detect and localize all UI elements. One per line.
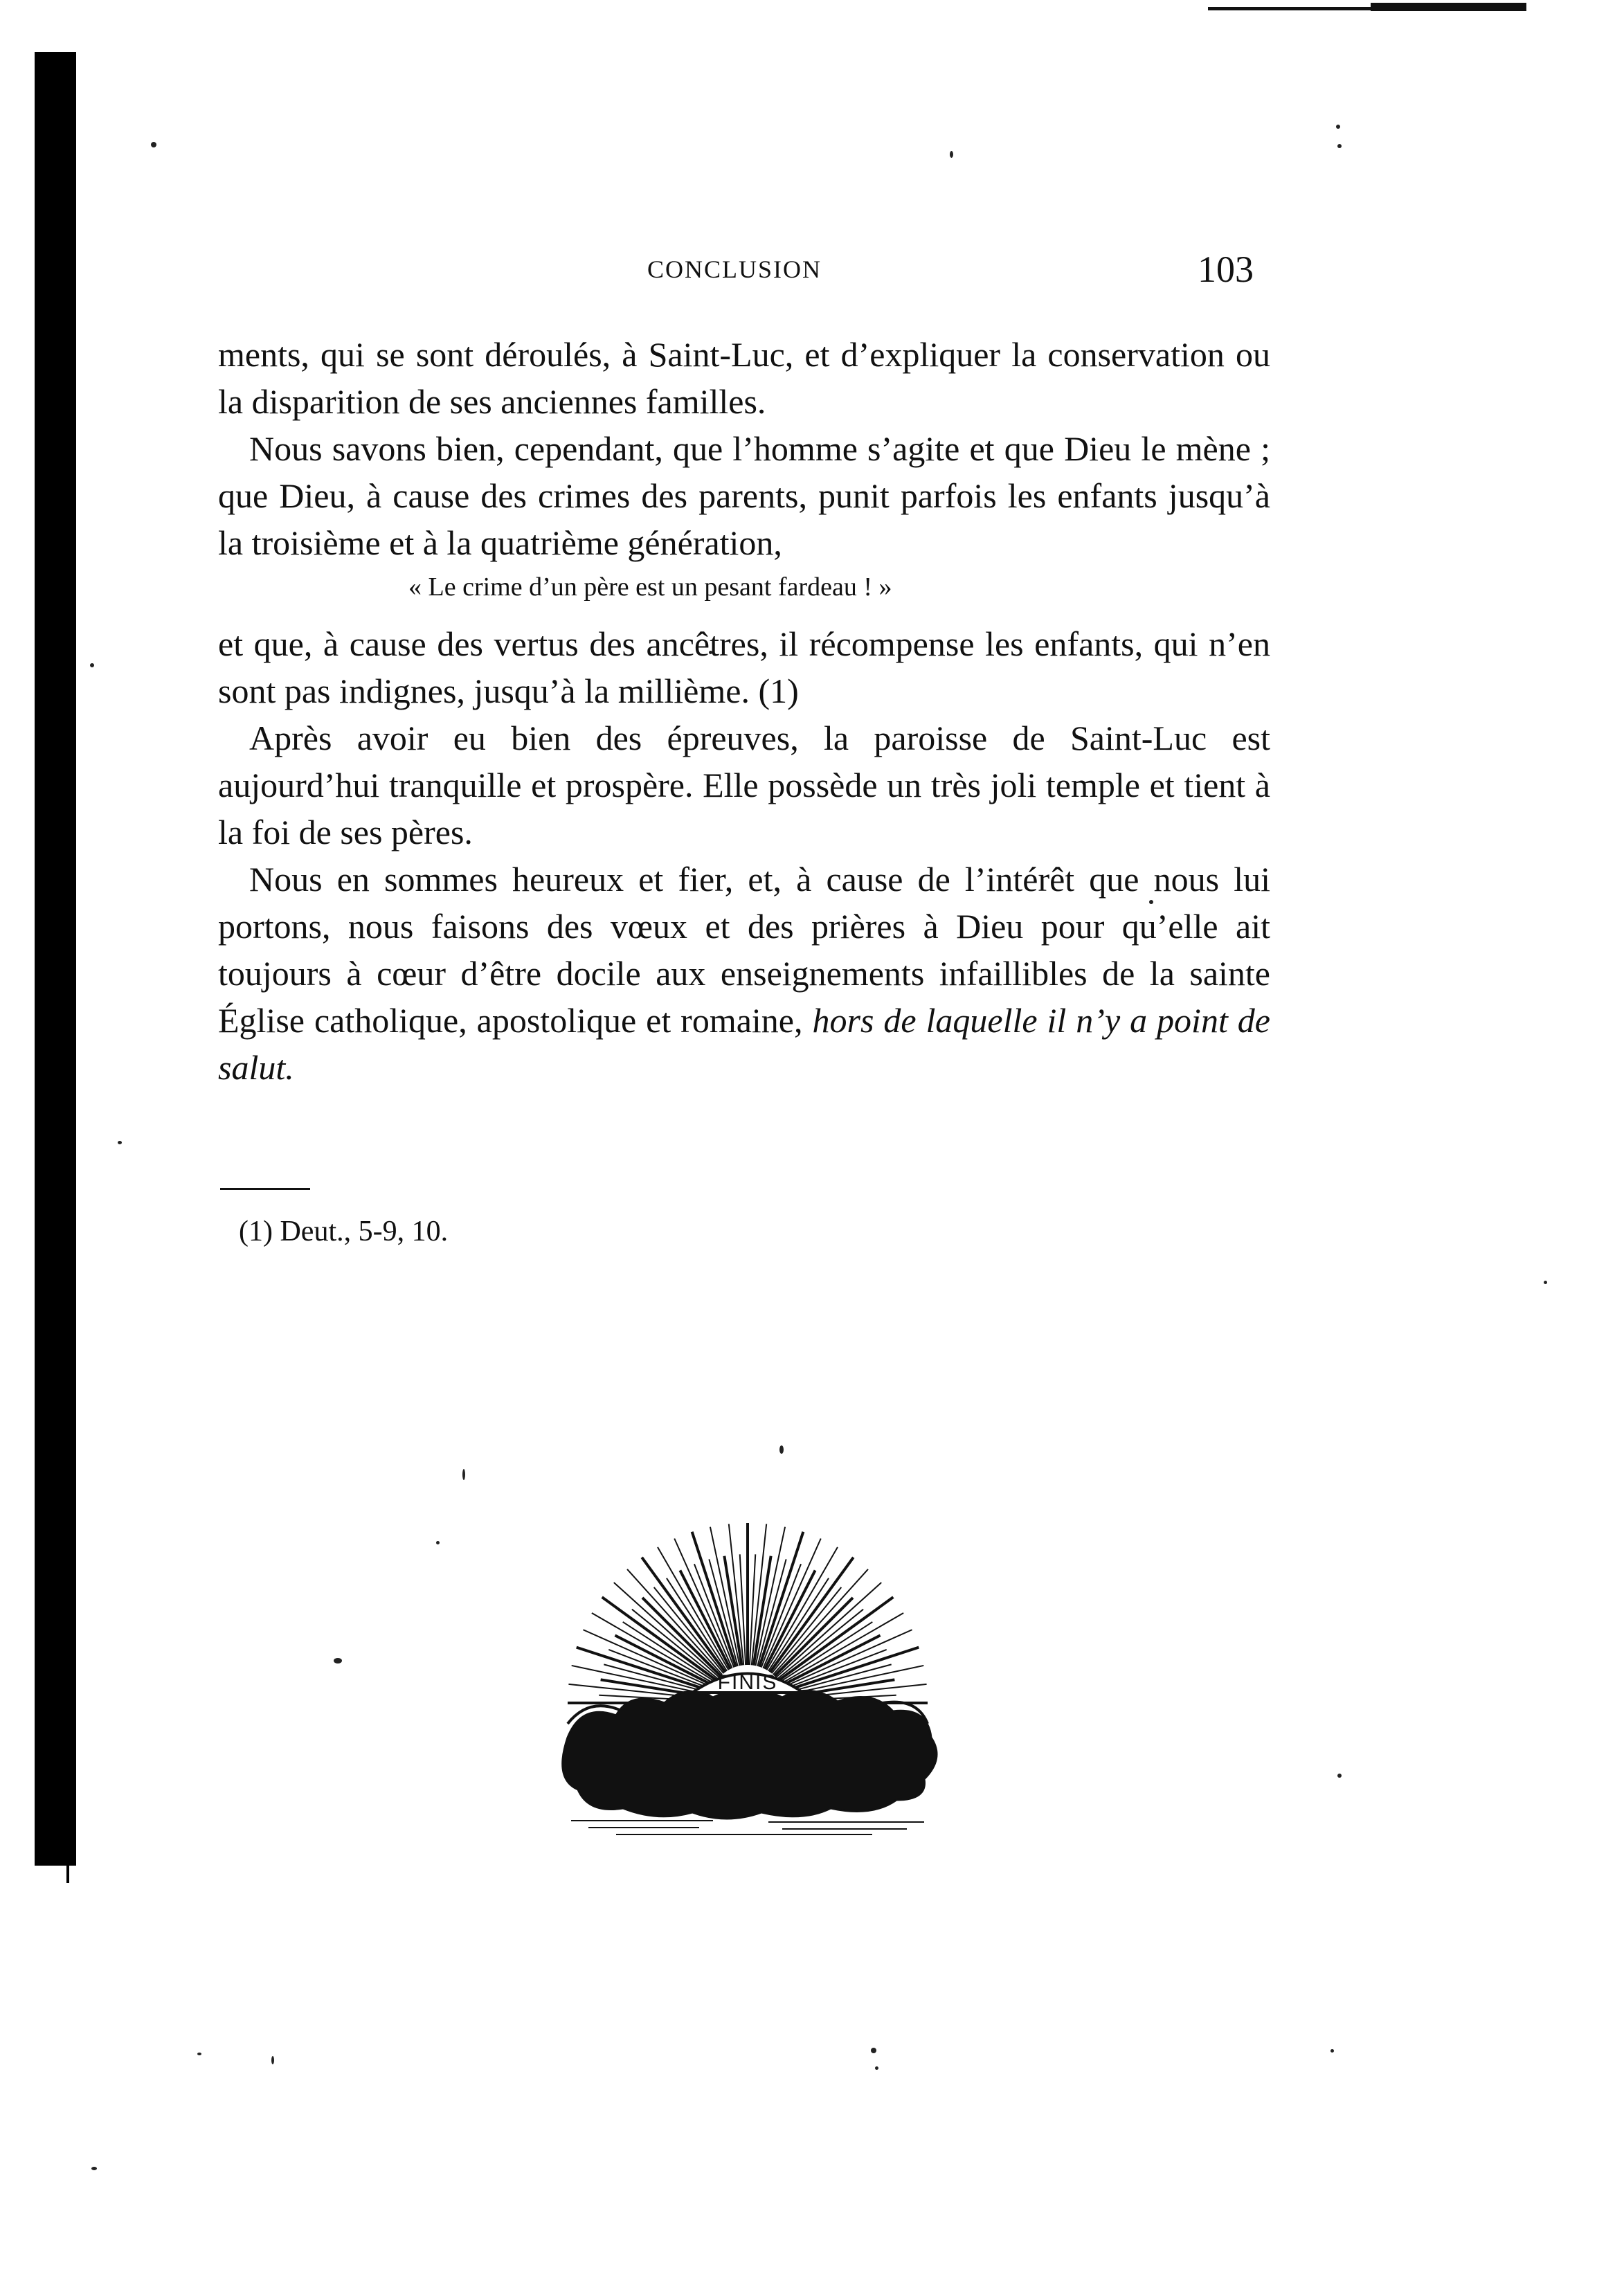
- sun-ray: [784, 1648, 919, 1691]
- cloud-bank: [563, 1689, 937, 1834]
- running-head: CONCLUSION: [647, 255, 822, 283]
- scan-speck: [1544, 1281, 1547, 1284]
- paragraph: ments, qui se sont déroulés, à Saint-Luc, et d’expliquer la conservation ou la disparition de ses anciennes familles.: [218, 335, 1270, 421]
- finis-label: FINIS: [717, 1671, 778, 1694]
- paragraph: [218, 856, 1270, 1091]
- sun-ray: [692, 1532, 736, 1667]
- sun-ray: [750, 1554, 755, 1665]
- scan-speck: [91, 2167, 97, 2170]
- footnote-rule: [220, 1188, 310, 1190]
- scan-speck: [462, 1469, 465, 1480]
- scan-speck: [950, 151, 953, 158]
- scan-speck: [875, 2066, 878, 2070]
- binding-shadow: [35, 52, 76, 1866]
- scan-speck: [1337, 1774, 1342, 1778]
- body-text: [218, 331, 1270, 1091]
- paragraph: Nous savons bien, cependant, que l’homme s’agite et que Dieu le mène ; que Dieu, à cause des crimes des parents, punit parfois les enfants jusqu’à la troisième et à la quatrième génération,: [218, 429, 1270, 562]
- scan-speck: [334, 1658, 342, 1664]
- sun-ray: [577, 1648, 712, 1691]
- paragraph-text: Nous en sommes heureux et fier, et, à cause de l’intérêt que nous lui portons, nous faisons des vœux et des prières à Dieu pour qu’elle ait toujours à cœur d’être docile aux enseignements infaillibles de la sainte Église catholique, apostolique et romaine,: [218, 860, 1270, 1040]
- scan-speck: [118, 1141, 122, 1144]
- sunrise-clouds-emblem-icon: [540, 1495, 955, 1841]
- paragraph: et que, à cause des vertus des ancêtres, il récompense les enfants, qui n’en sont pas indignes, jusqu’à la millième. (1): [218, 624, 1270, 710]
- sun-ray: [740, 1554, 746, 1665]
- scan-speck: [271, 2056, 274, 2064]
- scan-speck: [90, 663, 94, 667]
- italic-phrase: hors de laquelle il n’y a point de salut.: [218, 1001, 1270, 1087]
- paragraph: Après avoir eu bien des épreuves, la paroisse de Saint-Luc est aujourd’hui tranquille et prospère. Elle possède un très joli temple et tient à la foi de ses pères.: [218, 719, 1270, 851]
- scan-speck: [1337, 144, 1342, 148]
- scan-speck: [1330, 2049, 1334, 2053]
- page-number: 103: [1198, 249, 1254, 290]
- scan-speck: [779, 1445, 784, 1454]
- footnote: (1) Deut., 5-9, 10.: [239, 1216, 449, 1247]
- scan-speck: [436, 1541, 440, 1544]
- scan-speck: [1336, 125, 1340, 129]
- binding-shadow-tail: [66, 1814, 69, 1883]
- scan-speck: [151, 142, 156, 147]
- verse-quotation: « Le crime d’un père est un pesant fardeau ! »: [408, 572, 892, 602]
- scan-speck: [871, 2048, 876, 2053]
- sun-ray: [759, 1532, 803, 1667]
- scan-speck: [197, 2053, 201, 2055]
- scan-edge-line-thick: [1371, 3, 1526, 11]
